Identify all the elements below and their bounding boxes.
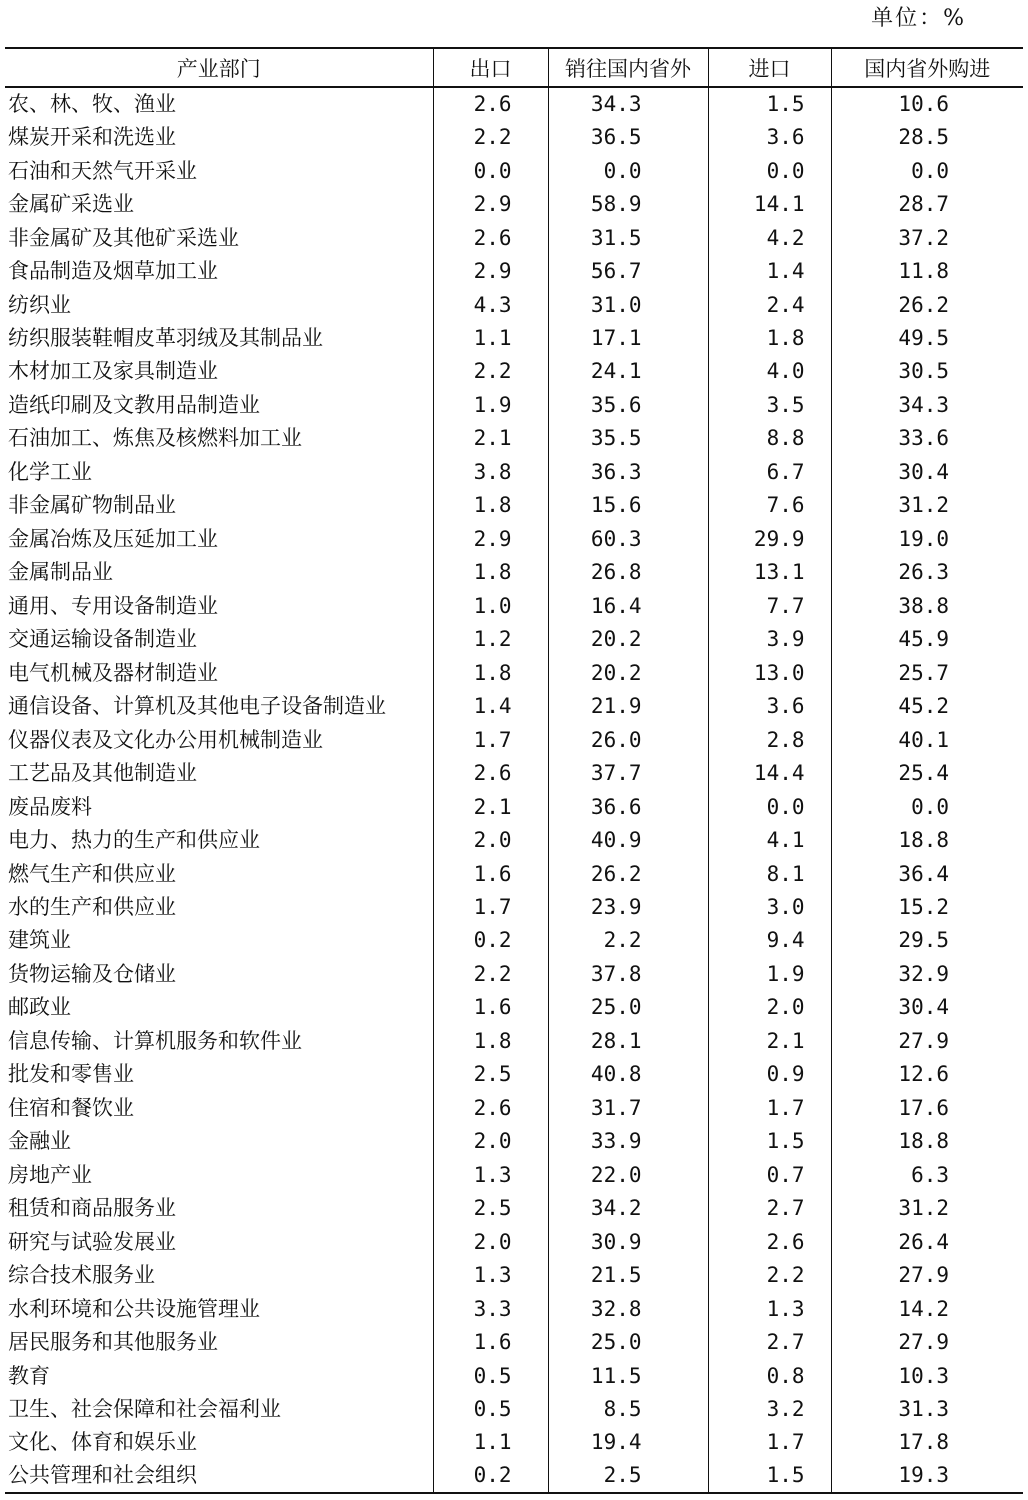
- export-cell: 1.6: [433, 991, 548, 1024]
- domestic-inflow-cell: 25.7: [831, 656, 1023, 689]
- sector-cell: 燃气生产和供应业: [8, 861, 176, 886]
- import-cell: 14.1: [708, 187, 831, 220]
- sector-cell: 邮政业: [8, 995, 71, 1020]
- domestic-outflow-cell: 8.5: [548, 1392, 708, 1425]
- domestic-inflow-cell: 38.8: [831, 589, 1023, 622]
- domestic-outflow-cell: 0.0: [548, 154, 708, 187]
- domestic-inflow-cell: 29.5: [831, 924, 1023, 957]
- domestic-outflow-cell: 25.0: [548, 991, 708, 1024]
- domestic-inflow-cell: 30.4: [831, 455, 1023, 488]
- export-cell: 1.7: [433, 723, 548, 756]
- export-cell: 0.2: [433, 1459, 548, 1492]
- export-cell: 1.8: [433, 556, 548, 589]
- domestic-inflow-cell: 27.9: [831, 1024, 1023, 1057]
- domestic-inflow-cell: 19.0: [831, 522, 1023, 555]
- table-body: [5, 87, 1023, 1493]
- table-row: [5, 254, 1023, 287]
- table-row: [5, 589, 1023, 622]
- domestic-outflow-cell: 25.0: [548, 1325, 708, 1358]
- domestic-inflow-cell: 45.2: [831, 689, 1023, 722]
- export-cell: 2.6: [433, 221, 548, 254]
- domestic-inflow-cell: 30.5: [831, 355, 1023, 388]
- domestic-inflow-cell: 32.9: [831, 957, 1023, 990]
- domestic-inflow-cell: 25.4: [831, 756, 1023, 789]
- table-row: [5, 321, 1023, 354]
- domestic-inflow-cell: 49.5: [831, 321, 1023, 354]
- domestic-outflow-cell: 60.3: [548, 522, 708, 555]
- export-cell: 2.0: [433, 823, 548, 856]
- table-row: [5, 422, 1023, 455]
- import-cell: 3.6: [708, 120, 831, 153]
- domestic-outflow-cell: 26.0: [548, 723, 708, 756]
- sector-cell: 纺织服装鞋帽皮革羽绒及其制品业: [8, 326, 323, 351]
- export-cell: 0.5: [433, 1359, 548, 1392]
- export-cell: 2.0: [433, 1125, 548, 1158]
- sector-cell: 造纸印刷及文教用品制造业: [8, 392, 260, 417]
- import-cell: 4.1: [708, 823, 831, 856]
- import-cell: 8.8: [708, 422, 831, 455]
- import-cell: 3.2: [708, 1392, 831, 1425]
- sector-cell: 金融业: [8, 1129, 71, 1154]
- header-import: 进口: [708, 48, 831, 87]
- sector-cell: 煤炭开采和洗选业: [8, 125, 176, 150]
- sector-cell: 交通运输设备制造业: [8, 627, 197, 652]
- export-cell: 2.9: [433, 187, 548, 220]
- table-row: [5, 87, 1023, 120]
- domestic-outflow-cell: 33.9: [548, 1125, 708, 1158]
- domestic-inflow-cell: 0.0: [831, 154, 1023, 187]
- table-row: [5, 823, 1023, 856]
- export-cell: 2.6: [433, 87, 548, 120]
- export-cell: 3.3: [433, 1292, 548, 1325]
- domestic-outflow-cell: 2.2: [548, 924, 708, 957]
- domestic-inflow-cell: 12.6: [831, 1058, 1023, 1091]
- table-row: [5, 187, 1023, 220]
- domestic-inflow-cell: 33.6: [831, 422, 1023, 455]
- export-cell: 1.1: [433, 321, 548, 354]
- table-row: [5, 1426, 1023, 1459]
- import-cell: 3.0: [708, 890, 831, 923]
- sector-cell: 公共管理和社会组织: [8, 1463, 197, 1488]
- domestic-outflow-cell: 31.0: [548, 288, 708, 321]
- export-cell: 1.7: [433, 890, 548, 923]
- domestic-inflow-cell: 31.2: [831, 1191, 1023, 1224]
- table-row: [5, 522, 1023, 555]
- industry-trade-table: [5, 47, 1023, 1494]
- domestic-inflow-cell: 45.9: [831, 623, 1023, 656]
- domestic-outflow-cell: 37.7: [548, 756, 708, 789]
- export-cell: 1.6: [433, 857, 548, 890]
- domestic-inflow-cell: 6.3: [831, 1158, 1023, 1191]
- sector-cell: 农、林、牧、渔业: [8, 92, 176, 117]
- domestic-outflow-cell: 21.5: [548, 1258, 708, 1291]
- domestic-outflow-cell: 19.4: [548, 1426, 708, 1459]
- table-row: [5, 656, 1023, 689]
- export-cell: 2.2: [433, 355, 548, 388]
- sector-cell: 房地产业: [8, 1162, 92, 1187]
- table-row: [5, 355, 1023, 388]
- export-cell: 2.1: [433, 790, 548, 823]
- domestic-outflow-cell: 26.2: [548, 857, 708, 890]
- table-row: [5, 890, 1023, 923]
- table-row: [5, 221, 1023, 254]
- domestic-inflow-cell: 30.4: [831, 991, 1023, 1024]
- sector-cell: 工艺品及其他制造业: [8, 761, 197, 786]
- table-row: [5, 1225, 1023, 1258]
- domestic-outflow-cell: 40.9: [548, 823, 708, 856]
- import-cell: 13.0: [708, 656, 831, 689]
- export-cell: 2.5: [433, 1191, 548, 1224]
- table-row: [5, 1158, 1023, 1191]
- domestic-outflow-cell: 20.2: [548, 656, 708, 689]
- sector-cell: 文化、体育和娱乐业: [8, 1430, 197, 1455]
- domestic-outflow-cell: 24.1: [548, 355, 708, 388]
- import-cell: 13.1: [708, 556, 831, 589]
- table-row: [5, 1058, 1023, 1091]
- import-cell: 2.6: [708, 1225, 831, 1258]
- export-cell: 1.0: [433, 589, 548, 622]
- domestic-inflow-cell: 11.8: [831, 254, 1023, 287]
- sector-cell: 综合技术服务业: [8, 1263, 155, 1288]
- sector-cell: 金属制品业: [8, 560, 113, 585]
- import-cell: 1.3: [708, 1292, 831, 1325]
- domestic-inflow-cell: 19.3: [831, 1459, 1023, 1492]
- table-row: [5, 756, 1023, 789]
- domestic-inflow-cell: 10.6: [831, 87, 1023, 120]
- domestic-outflow-cell: 11.5: [548, 1359, 708, 1392]
- sector-cell: 建筑业: [8, 928, 71, 953]
- header-row: [5, 48, 1023, 87]
- domestic-outflow-cell: 30.9: [548, 1225, 708, 1258]
- sector-cell: 金属冶炼及压延加工业: [8, 526, 218, 551]
- import-cell: 7.6: [708, 489, 831, 522]
- import-cell: 9.4: [708, 924, 831, 957]
- sector-cell: 居民服务和其他服务业: [8, 1330, 218, 1355]
- domestic-inflow-cell: 31.3: [831, 1392, 1023, 1425]
- import-cell: 1.8: [708, 321, 831, 354]
- domestic-outflow-cell: 36.6: [548, 790, 708, 823]
- domestic-inflow-cell: 17.8: [831, 1426, 1023, 1459]
- export-cell: 1.9: [433, 388, 548, 421]
- import-cell: 8.1: [708, 857, 831, 890]
- table-row: [5, 857, 1023, 890]
- domestic-outflow-cell: 23.9: [548, 890, 708, 923]
- table-row: [5, 1392, 1023, 1425]
- table-row: [5, 1292, 1023, 1325]
- import-cell: 1.4: [708, 254, 831, 287]
- domestic-outflow-cell: 26.8: [548, 556, 708, 589]
- sector-cell: 电力、热力的生产和供应业: [8, 828, 260, 853]
- table-row: [5, 120, 1023, 153]
- domestic-outflow-cell: 36.3: [548, 455, 708, 488]
- domestic-outflow-cell: 40.8: [548, 1058, 708, 1091]
- import-cell: 2.7: [708, 1325, 831, 1358]
- export-cell: 2.6: [433, 756, 548, 789]
- sector-cell: 金属矿采选业: [8, 192, 134, 217]
- sector-cell: 批发和零售业: [8, 1062, 134, 1087]
- import-cell: 2.4: [708, 288, 831, 321]
- domestic-outflow-cell: 17.1: [548, 321, 708, 354]
- sector-cell: 石油和天然气开采业: [8, 158, 197, 183]
- import-cell: 6.7: [708, 455, 831, 488]
- export-cell: 2.9: [433, 254, 548, 287]
- sector-cell: 木材加工及家具制造业: [8, 359, 218, 384]
- domestic-inflow-cell: 10.3: [831, 1359, 1023, 1392]
- header-domestic-outflow: 销往国内省外: [548, 48, 708, 87]
- header-export: 出口: [433, 48, 548, 87]
- domestic-outflow-cell: 22.0: [548, 1158, 708, 1191]
- import-cell: 0.7: [708, 1158, 831, 1191]
- table-row: [5, 991, 1023, 1024]
- domestic-outflow-cell: 37.8: [548, 957, 708, 990]
- export-cell: 2.0: [433, 1225, 548, 1258]
- import-cell: 29.9: [708, 522, 831, 555]
- sector-cell: 石油加工、炼焦及核燃料加工业: [8, 426, 302, 451]
- domestic-inflow-cell: 40.1: [831, 723, 1023, 756]
- sector-cell: 废品废料: [8, 794, 92, 819]
- domestic-outflow-cell: 36.5: [548, 120, 708, 153]
- import-cell: 2.8: [708, 723, 831, 756]
- domestic-outflow-cell: 20.2: [548, 623, 708, 656]
- sector-cell: 租赁和商品服务业: [8, 1196, 176, 1221]
- domestic-outflow-cell: 2.5: [548, 1459, 708, 1492]
- import-cell: 0.9: [708, 1058, 831, 1091]
- domestic-inflow-cell: 17.6: [831, 1091, 1023, 1124]
- domestic-outflow-cell: 32.8: [548, 1292, 708, 1325]
- domestic-outflow-cell: 35.5: [548, 422, 708, 455]
- export-cell: 0.5: [433, 1392, 548, 1425]
- table-row: [5, 1325, 1023, 1358]
- sector-cell: 通用、专用设备制造业: [8, 593, 218, 618]
- import-cell: 1.9: [708, 957, 831, 990]
- export-cell: 1.8: [433, 1024, 548, 1057]
- import-cell: 2.2: [708, 1258, 831, 1291]
- import-cell: 0.0: [708, 154, 831, 187]
- sector-cell: 非金属矿物制品业: [8, 493, 176, 518]
- domestic-inflow-cell: 26.3: [831, 556, 1023, 589]
- import-cell: 1.5: [708, 1125, 831, 1158]
- domestic-inflow-cell: 15.2: [831, 890, 1023, 923]
- table-row: [5, 689, 1023, 722]
- import-cell: 1.5: [708, 87, 831, 120]
- export-cell: 0.0: [433, 154, 548, 187]
- export-cell: 1.2: [433, 623, 548, 656]
- export-cell: 1.1: [433, 1426, 548, 1459]
- import-cell: 3.5: [708, 388, 831, 421]
- domestic-outflow-cell: 35.6: [548, 388, 708, 421]
- export-cell: 4.3: [433, 288, 548, 321]
- import-cell: 3.6: [708, 689, 831, 722]
- export-cell: 1.8: [433, 489, 548, 522]
- domestic-inflow-cell: 26.4: [831, 1225, 1023, 1258]
- table-row: [5, 489, 1023, 522]
- table-row: [5, 1125, 1023, 1158]
- table-row: [5, 1258, 1023, 1291]
- sector-cell: 研究与试验发展业: [8, 1229, 176, 1254]
- domestic-inflow-cell: 18.8: [831, 1125, 1023, 1158]
- domestic-inflow-cell: 27.9: [831, 1325, 1023, 1358]
- domestic-inflow-cell: 31.2: [831, 489, 1023, 522]
- table-row: [5, 790, 1023, 823]
- domestic-inflow-cell: 28.5: [831, 120, 1023, 153]
- domestic-outflow-cell: 16.4: [548, 589, 708, 622]
- domestic-outflow-cell: 34.2: [548, 1191, 708, 1224]
- sector-cell: 住宿和餐饮业: [8, 1095, 134, 1120]
- table-row: [5, 556, 1023, 589]
- export-cell: 0.2: [433, 924, 548, 957]
- table-row: [5, 723, 1023, 756]
- sector-cell: 电气机械及器材制造业: [8, 660, 218, 685]
- sector-cell: 化学工业: [8, 459, 92, 484]
- export-cell: 1.3: [433, 1258, 548, 1291]
- import-cell: 1.5: [708, 1459, 831, 1492]
- sector-cell: 仪器仪表及文化办公用机械制造业: [8, 727, 323, 752]
- sector-cell: 纺织业: [8, 292, 71, 317]
- sector-cell: 食品制造及烟草加工业: [8, 259, 218, 284]
- table-row: [5, 288, 1023, 321]
- import-cell: 7.7: [708, 589, 831, 622]
- domestic-inflow-cell: 28.7: [831, 187, 1023, 220]
- export-cell: 1.8: [433, 656, 548, 689]
- domestic-outflow-cell: 31.5: [548, 221, 708, 254]
- import-cell: 0.0: [708, 790, 831, 823]
- table-row: [5, 1024, 1023, 1057]
- table-row: [5, 623, 1023, 656]
- sector-cell: 教育: [8, 1363, 50, 1388]
- domestic-inflow-cell: 18.8: [831, 823, 1023, 856]
- domestic-outflow-cell: 21.9: [548, 689, 708, 722]
- domestic-inflow-cell: 26.2: [831, 288, 1023, 321]
- export-cell: 2.1: [433, 422, 548, 455]
- export-cell: 1.6: [433, 1325, 548, 1358]
- table-row: [5, 1191, 1023, 1224]
- header-sector: 产业部门: [176, 56, 261, 81]
- export-cell: 2.2: [433, 957, 548, 990]
- table-row: [5, 924, 1023, 957]
- unit-label: 单位：%: [871, 6, 966, 31]
- import-cell: 1.7: [708, 1091, 831, 1124]
- sector-cell: 卫生、社会保障和社会福利业: [8, 1397, 281, 1422]
- sector-cell: 水利环境和公共设施管理业: [8, 1296, 260, 1321]
- sector-cell: 信息传输、计算机服务和软件业: [8, 1028, 302, 1053]
- import-cell: 4.0: [708, 355, 831, 388]
- sector-cell: 水的生产和供应业: [8, 894, 176, 919]
- table-row: [5, 154, 1023, 187]
- import-cell: 3.9: [708, 623, 831, 656]
- domestic-outflow-cell: 15.6: [548, 489, 708, 522]
- import-cell: 4.2: [708, 221, 831, 254]
- import-cell: 14.4: [708, 756, 831, 789]
- table-row: [5, 957, 1023, 990]
- domestic-inflow-cell: 36.4: [831, 857, 1023, 890]
- table-row: [5, 455, 1023, 488]
- export-cell: 1.3: [433, 1158, 548, 1191]
- table-row: [5, 1459, 1023, 1492]
- domestic-outflow-cell: 34.3: [548, 87, 708, 120]
- domestic-inflow-cell: 34.3: [831, 388, 1023, 421]
- domestic-outflow-cell: 56.7: [548, 254, 708, 287]
- export-cell: 2.9: [433, 522, 548, 555]
- export-cell: 2.2: [433, 120, 548, 153]
- header-domestic-inflow: 国内省外购进: [831, 48, 1023, 87]
- domestic-outflow-cell: 28.1: [548, 1024, 708, 1057]
- domestic-outflow-cell: 58.9: [548, 187, 708, 220]
- export-cell: 2.6: [433, 1091, 548, 1124]
- table-row: [5, 1359, 1023, 1392]
- sector-cell: 货物运输及仓储业: [8, 961, 176, 986]
- domestic-inflow-cell: 27.9: [831, 1258, 1023, 1291]
- domestic-inflow-cell: 0.0: [831, 790, 1023, 823]
- sector-cell: 非金属矿及其他矿采选业: [8, 225, 239, 250]
- sector-cell: 通信设备、计算机及其他电子设备制造业: [8, 694, 386, 719]
- table-header: [5, 48, 1023, 87]
- domestic-outflow-cell: 31.7: [548, 1091, 708, 1124]
- import-cell: 2.0: [708, 991, 831, 1024]
- import-cell: 2.7: [708, 1191, 831, 1224]
- domestic-inflow-cell: 14.2: [831, 1292, 1023, 1325]
- export-cell: 1.4: [433, 689, 548, 722]
- import-cell: 0.8: [708, 1359, 831, 1392]
- domestic-inflow-cell: 37.2: [831, 221, 1023, 254]
- export-cell: 2.5: [433, 1058, 548, 1091]
- table-row: [5, 388, 1023, 421]
- import-cell: 2.1: [708, 1024, 831, 1057]
- import-cell: 1.7: [708, 1426, 831, 1459]
- table-row: [5, 1091, 1023, 1124]
- export-cell: 3.8: [433, 455, 548, 488]
